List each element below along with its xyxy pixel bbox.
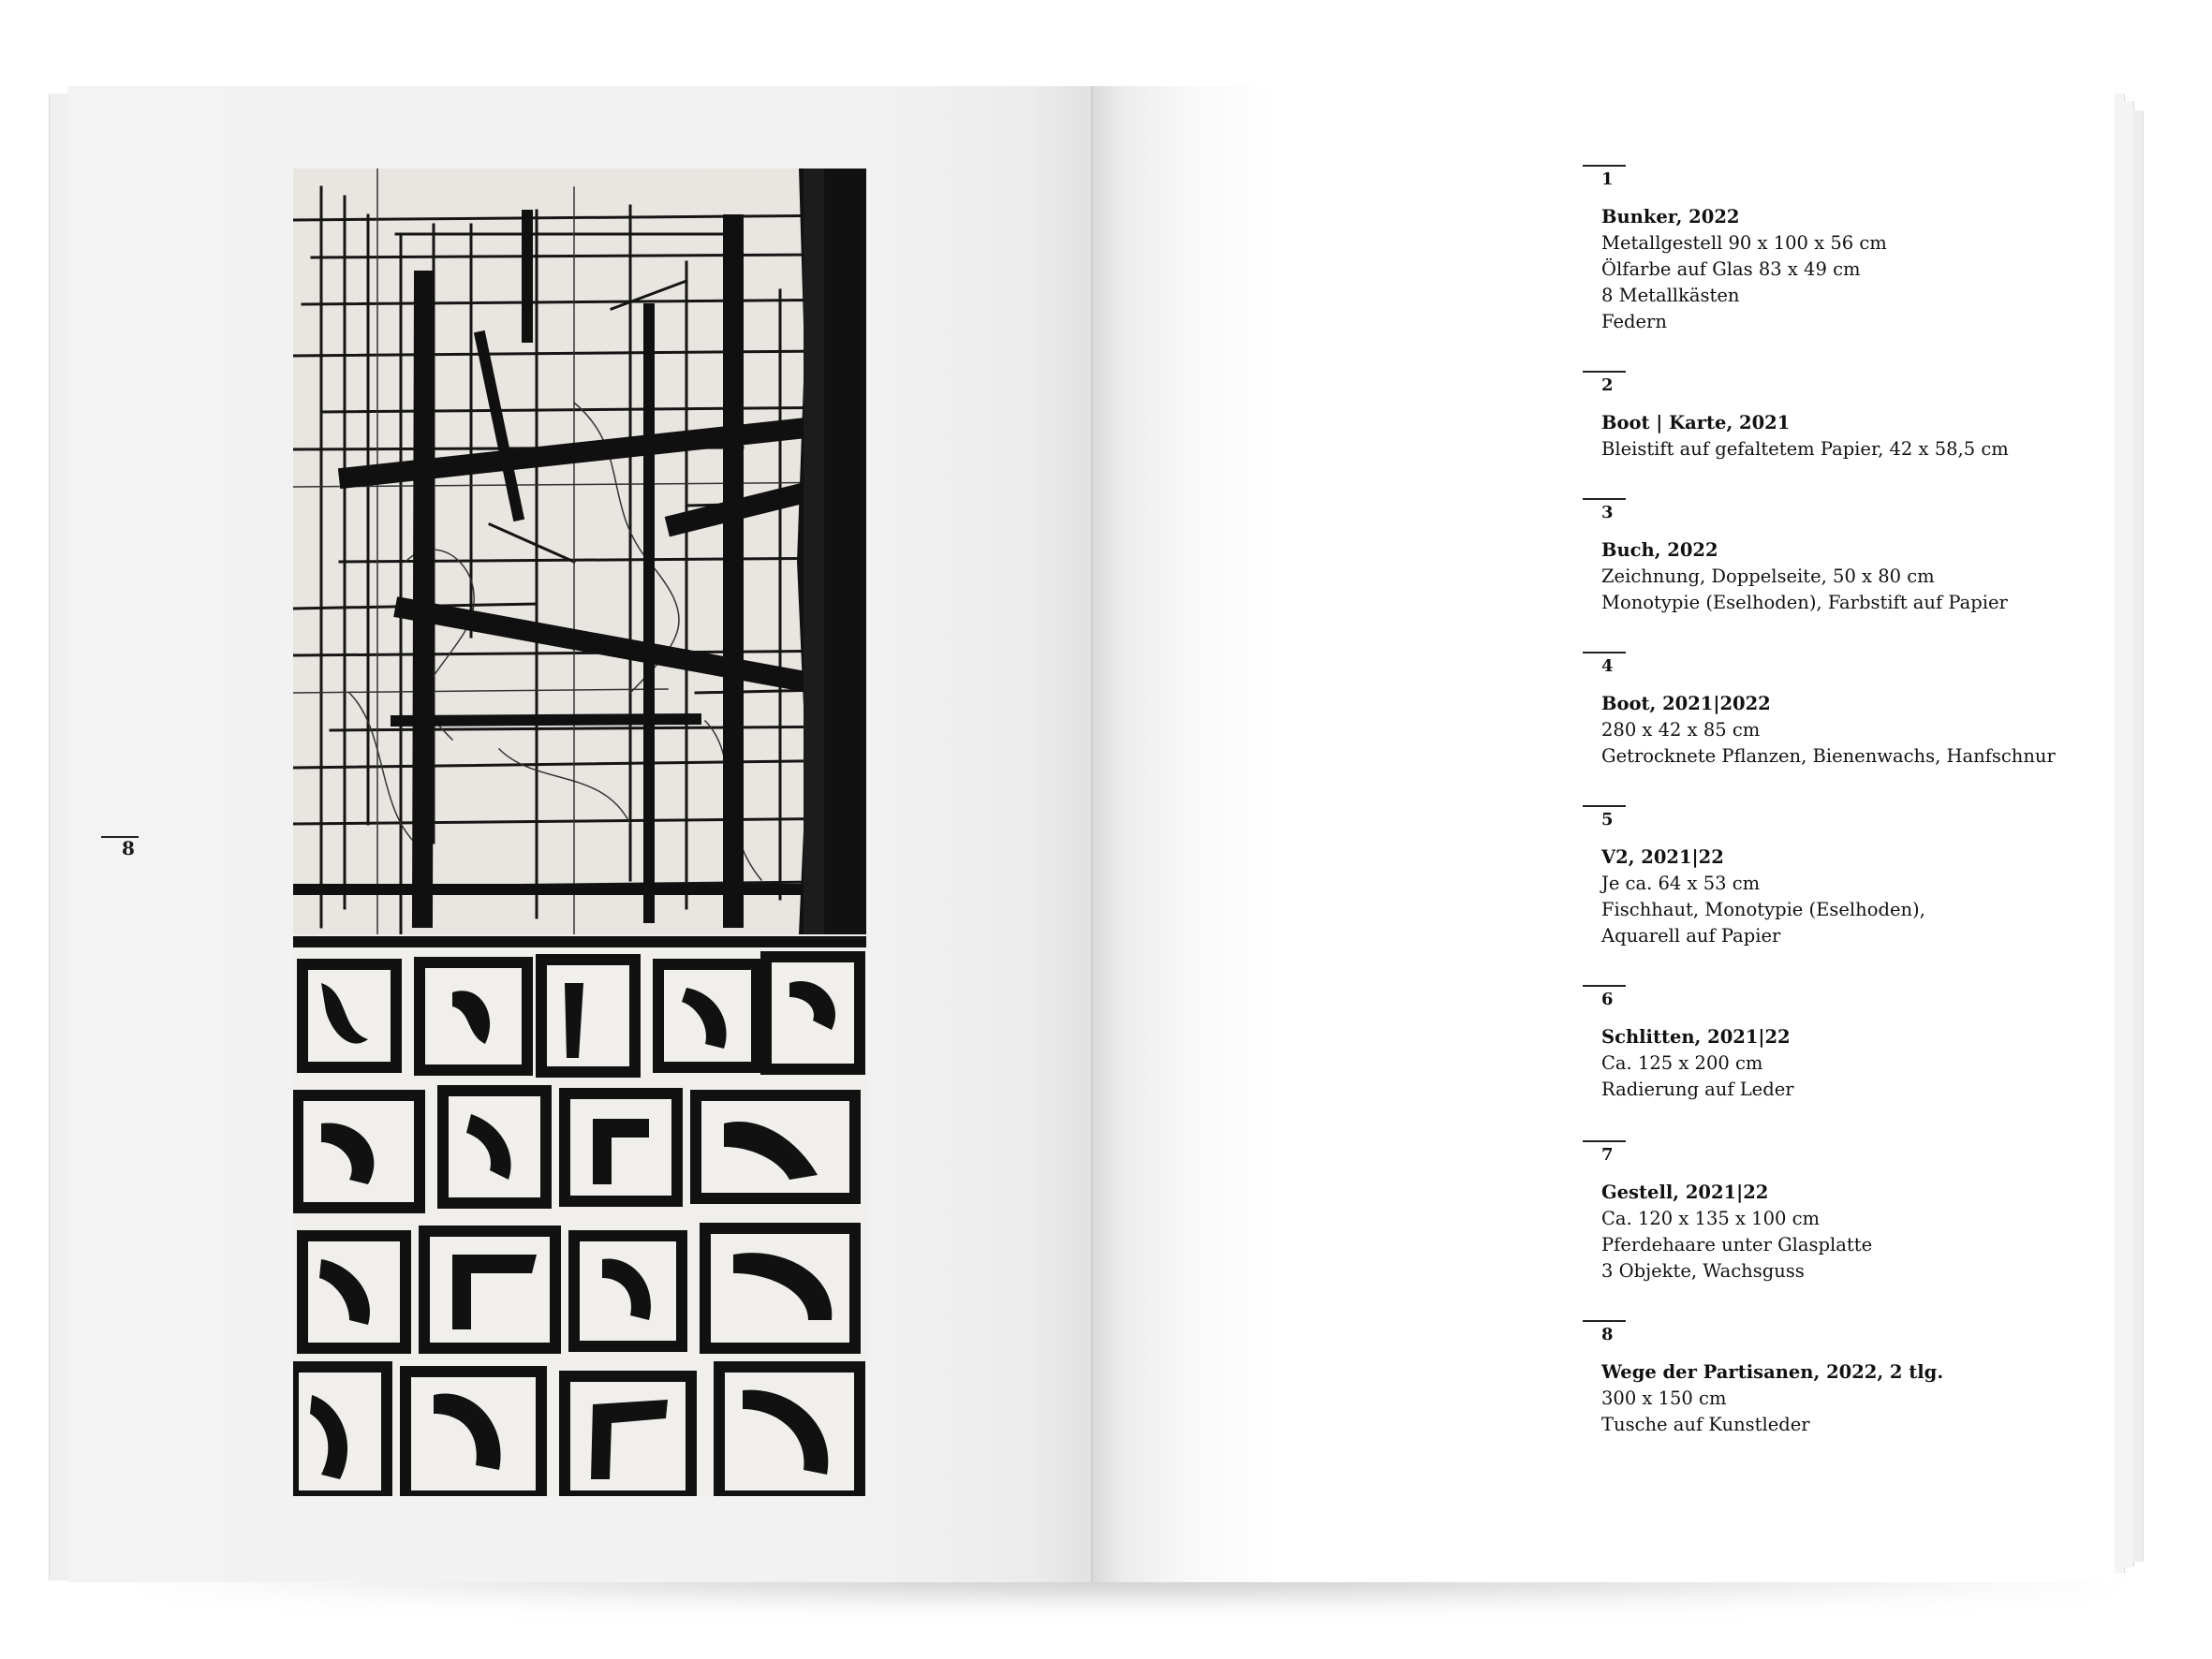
entry-rule (1583, 1320, 1626, 1322)
entry-title: V2, 2021|22 (1601, 846, 1724, 868)
entry-number: 7 (1601, 1145, 1614, 1165)
entry-detail: 8 Metallkästen (1601, 285, 1740, 306)
caption-entry (1583, 985, 2070, 1103)
entry-detail: Monotypie (Eselhoden), Farbstift auf Papier (1601, 592, 2008, 613)
entry-title: Bunker, 2022 (1601, 206, 1740, 228)
page-stack-edge (2133, 110, 2144, 1562)
artwork-image (293, 169, 866, 1496)
entry-rule (1583, 985, 1626, 987)
entry-detail: Ca. 125 x 200 cm (1601, 1052, 1763, 1074)
caption-entry (1583, 1140, 2070, 1285)
entry-title: Wege der Partisanen, 2022, 2 tlg. (1601, 1361, 1944, 1383)
entry-detail: Ca. 120 x 135 x 100 cm (1601, 1208, 1821, 1229)
entry-number: 3 (1601, 503, 1614, 522)
entry-title: Buch, 2022 (1601, 539, 1718, 561)
entry-detail: Pferdehaare unter Glasplatte (1601, 1234, 1873, 1255)
caption-entry (1583, 652, 2070, 770)
entry-detail: Fischhaut, Monotypie (Eselhoden), (1601, 899, 1925, 920)
entry-detail: Radierung auf Leder (1601, 1079, 1794, 1100)
page-number: 8 (122, 837, 135, 859)
entry-title: Boot | Karte, 2021 (1601, 412, 1791, 433)
entry-detail: 3 Objekte, Wachsguss (1601, 1260, 1805, 1282)
entry-detail: Bleistift auf gefaltetem Papier, 42 x 58,5 cm (1601, 438, 2009, 460)
entry-rule (1583, 371, 1626, 373)
caption-entry (1583, 498, 2070, 616)
book-gutter (1091, 86, 1093, 1582)
entry-detail: 300 x 150 cm (1601, 1387, 1727, 1409)
entry-rule (1583, 652, 1626, 653)
entry-title: Schlitten, 2021|22 (1601, 1026, 1791, 1048)
entry-detail: Federn (1601, 311, 1667, 332)
entry-detail: Getrocknete Pflanzen, Bienenwachs, Hanfschnur (1601, 745, 2056, 767)
entry-number: 6 (1601, 990, 1614, 1009)
entry-detail: Zeichnung, Doppelseite, 50 x 80 cm (1601, 565, 1935, 587)
entry-detail: Tusche auf Kunstleder (1601, 1414, 1810, 1435)
caption-entry (1583, 371, 2070, 462)
entry-rule (1583, 1140, 1626, 1142)
entry-title: Boot, 2021|2022 (1601, 693, 1771, 714)
entry-detail: Metallgestell 90 x 100 x 56 cm (1601, 232, 1887, 254)
entry-detail: Ölfarbe auf Glas 83 x 49 cm (1601, 258, 1861, 280)
entry-rule (1583, 498, 1626, 500)
entry-detail: 280 x 42 x 85 cm (1601, 719, 1761, 741)
entry-detail: Je ca. 64 x 53 cm (1601, 873, 1761, 894)
entry-number: 8 (1601, 1325, 1614, 1344)
caption-entry (1583, 1320, 2070, 1438)
entry-rule (1583, 805, 1626, 807)
entry-number: 2 (1601, 375, 1614, 395)
entry-number: 4 (1601, 656, 1614, 676)
entry-number: 1 (1601, 169, 1614, 189)
entry-rule (1583, 165, 1626, 167)
caption-entry (1583, 805, 2070, 949)
caption-entry (1583, 165, 2070, 335)
entry-number: 5 (1601, 810, 1614, 830)
entry-detail: Aquarell auf Papier (1601, 925, 1781, 947)
entry-title: Gestell, 2021|22 (1601, 1182, 1769, 1203)
